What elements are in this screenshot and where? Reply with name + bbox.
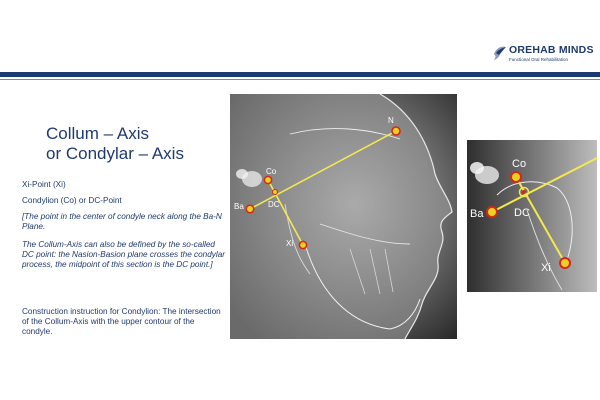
label-n: N [388, 116, 394, 125]
construction-instruction-text: Construction instruction for Condylion: The intersection of the Collum-Axis with the upper contour of the condyle. [22, 307, 221, 336]
detail-point-ba [487, 207, 497, 217]
logo-text: OREHAB MINDS [509, 44, 594, 56]
point-ba [246, 205, 254, 213]
slide-title [46, 124, 184, 164]
detail-point-co [511, 172, 521, 182]
detail-label-dc: DC [514, 207, 530, 219]
header-divider-thin [0, 79, 600, 80]
label-co: Co [266, 167, 277, 176]
detail-label-ba: Ba [470, 208, 484, 220]
cephalometric-xray-main [230, 94, 457, 339]
label-ba: Ba [234, 202, 244, 211]
detail-point-xi [560, 258, 570, 268]
point-dc [273, 190, 278, 195]
orehab-logo [493, 42, 593, 68]
logo-tagline: Functional Oral Rehabilitation [509, 57, 569, 62]
point-n [392, 127, 400, 135]
point-co [264, 176, 271, 183]
collum-axis-definition-text: The Collum-Axis can also be defined by the so-called DC point: the Nasion-Basion plane crosses the condylar process, the midpoint of this section is the DC point.] [22, 240, 225, 269]
label-xi: Xi [286, 239, 294, 248]
detail-label-co: Co [512, 158, 527, 170]
point-xi [299, 241, 306, 248]
label-dc: DC [268, 200, 280, 209]
detail-label-xi: Xi [541, 262, 551, 274]
bird-logo-icon [493, 45, 507, 61]
header-divider [0, 72, 600, 77]
xi-point-text: Xi-Point (Xi) [22, 180, 66, 189]
point-definition-text: [The point in the center of condyle neck along the Ba-N Plane. [22, 212, 222, 231]
condylion-text: Condylion (Co) or DC-Point [22, 196, 122, 205]
title-line-1: Collum – Axis [46, 124, 149, 143]
cephalometric-xray-detail [467, 140, 597, 292]
title-line-2: or Condylar – Axis [46, 144, 184, 163]
